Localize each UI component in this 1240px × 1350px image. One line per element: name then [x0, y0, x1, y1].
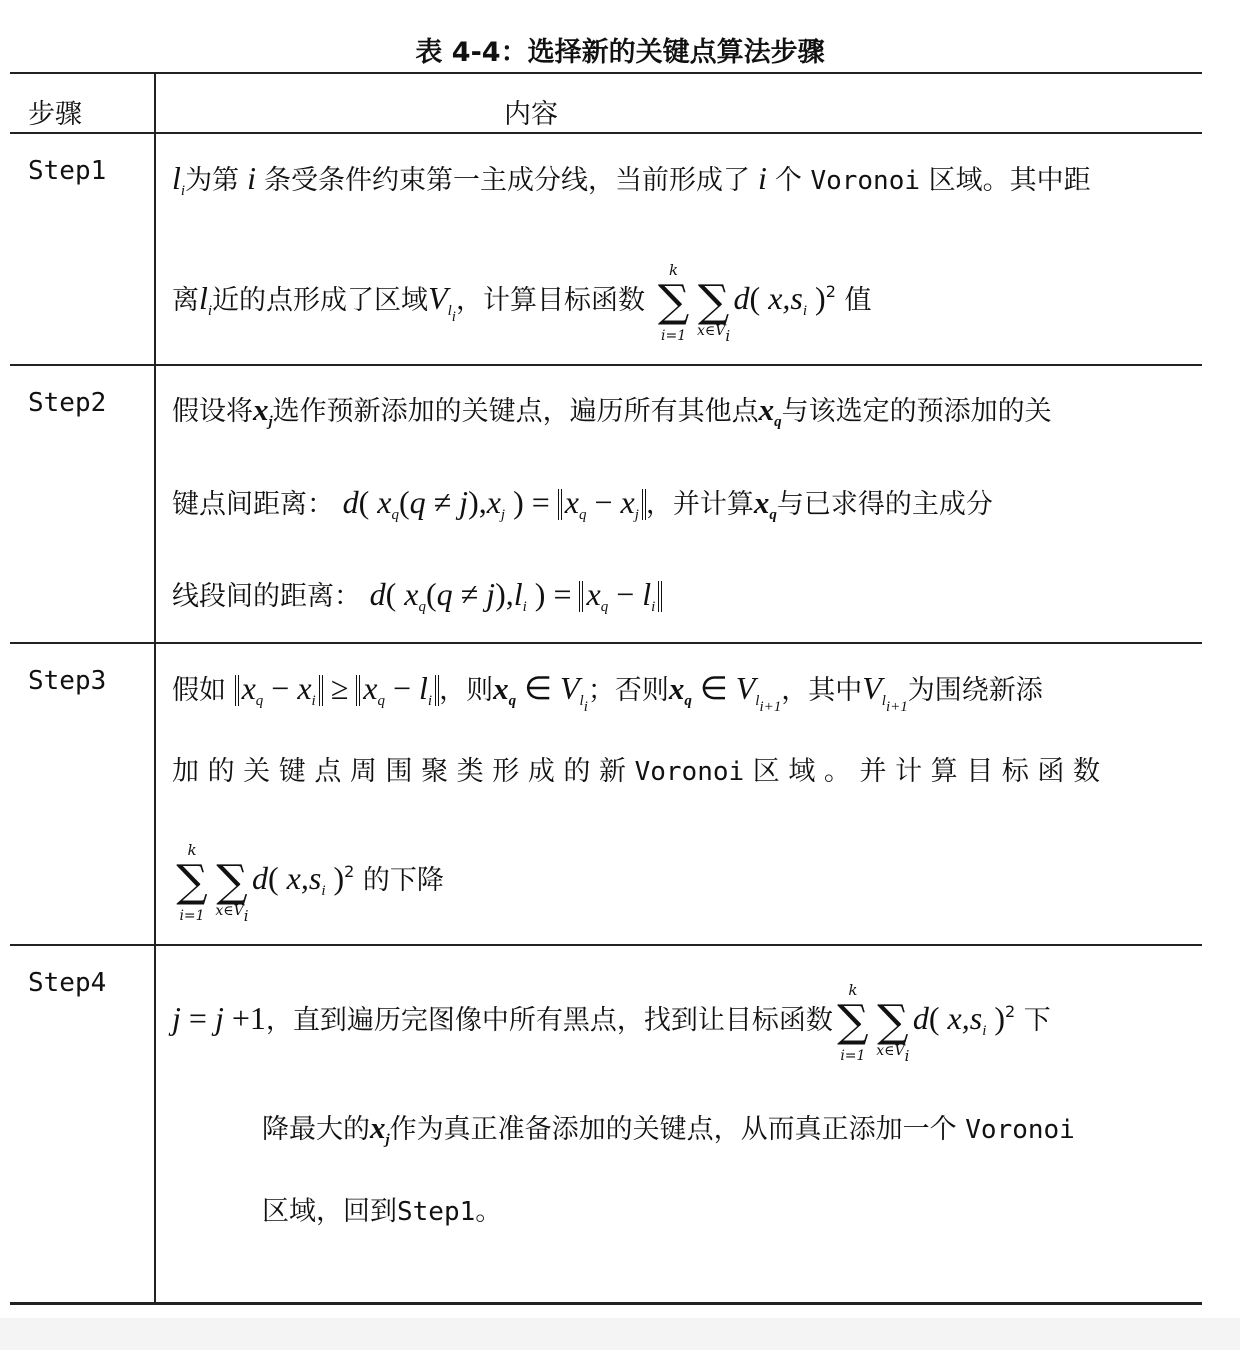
step1-line1: $l_i$为第 i 条受条件约束第一主成分线，当前形成了 i 个 Voronoi 区域。其中距 [172, 160, 1091, 199]
step1-line2: 离$l_i$近的点形成了区域$V_{l_i}$，计算目标函数 k ∑ i=1 ∑ $x\in V_i$ d( $x,s_i$ )$^2$ 值 [172, 260, 872, 345]
sum-symbol: ∑ $x\in V_i$ [215, 855, 249, 925]
step4-line2: 降最大的$x_j$作为真正准备添加的关键点，从而真正添加一个 Voronoi [262, 1110, 1075, 1148]
sum-symbol: ∑ $x\in V_i$ [696, 275, 731, 345]
sum-symbol: k ∑ i=1 [837, 980, 869, 1064]
step3-line2: 加 的 关 键 点 周 围 聚 类 形 成 的 新 Voronoi 区 域 。 并 计 算 目 标 函 数 [172, 756, 1101, 787]
header-content: 内容 [504, 99, 558, 130]
step4-line1: j = j +1，直到遍历完图像中所有黑点，找到让目标函数 k ∑ i=1 ∑ $x\in V_i$ d( $x,s_i$ )$^2$ 下 [172, 980, 1051, 1065]
sum-symbol: ∑ $x\in V_i$ [876, 995, 910, 1065]
sum-symbol: k ∑ i=1 [176, 840, 208, 924]
page-bottom-band [0, 1318, 1240, 1350]
step2-line3: 线段间的距离： d( $x_q(q \ne j),l_i$ ) = $x_q - l_i$ [172, 574, 662, 627]
header-rule [10, 132, 1202, 134]
step4-line3: 区域，回到Step1。 [262, 1196, 503, 1227]
step2-line1: 假设将$x_j$选作预新添加的关键点，遍历所有其他点$x_q$与该选定的预添加的关 [172, 392, 1052, 430]
top-rule [10, 72, 1202, 74]
step3-line1: 假如 $x_q - x_i \ge x_q - l_i$ ，则$x_q$ ∈ $V_{l_i}$；否则$x_q$ ∈ $V_{l_{i+1}}$，其中$V_{l_{i+1}}$为围绕新添 [172, 670, 1043, 715]
step2-line2: 键点间距离： d( $x_q(q \ne j),x_j$ ) = $x_q - x_j$ ，并计算$x_q$与已求得的主成分 [172, 484, 993, 523]
table-caption: 表 4-4：选择新的关键点算法步骤 [415, 37, 825, 68]
step3-label: Step3 [28, 666, 107, 696]
bottom-rule [10, 1302, 1202, 1305]
row-rule-2 [10, 642, 1202, 644]
step4-label: Step4 [28, 968, 107, 998]
row-rule-3 [10, 944, 1202, 946]
sum-symbol: k ∑ i=1 [657, 260, 690, 344]
column-divider [154, 72, 156, 1304]
step2-label: Step2 [28, 388, 107, 418]
step1-label: Step1 [28, 156, 107, 186]
row-rule-1 [10, 364, 1202, 366]
header-step: 步骤 [28, 99, 82, 130]
step3-line3: k ∑ i=1 ∑ $x\in V_i$ d( $x,s_i$ )$^2$ 的下降 [172, 852, 444, 911]
